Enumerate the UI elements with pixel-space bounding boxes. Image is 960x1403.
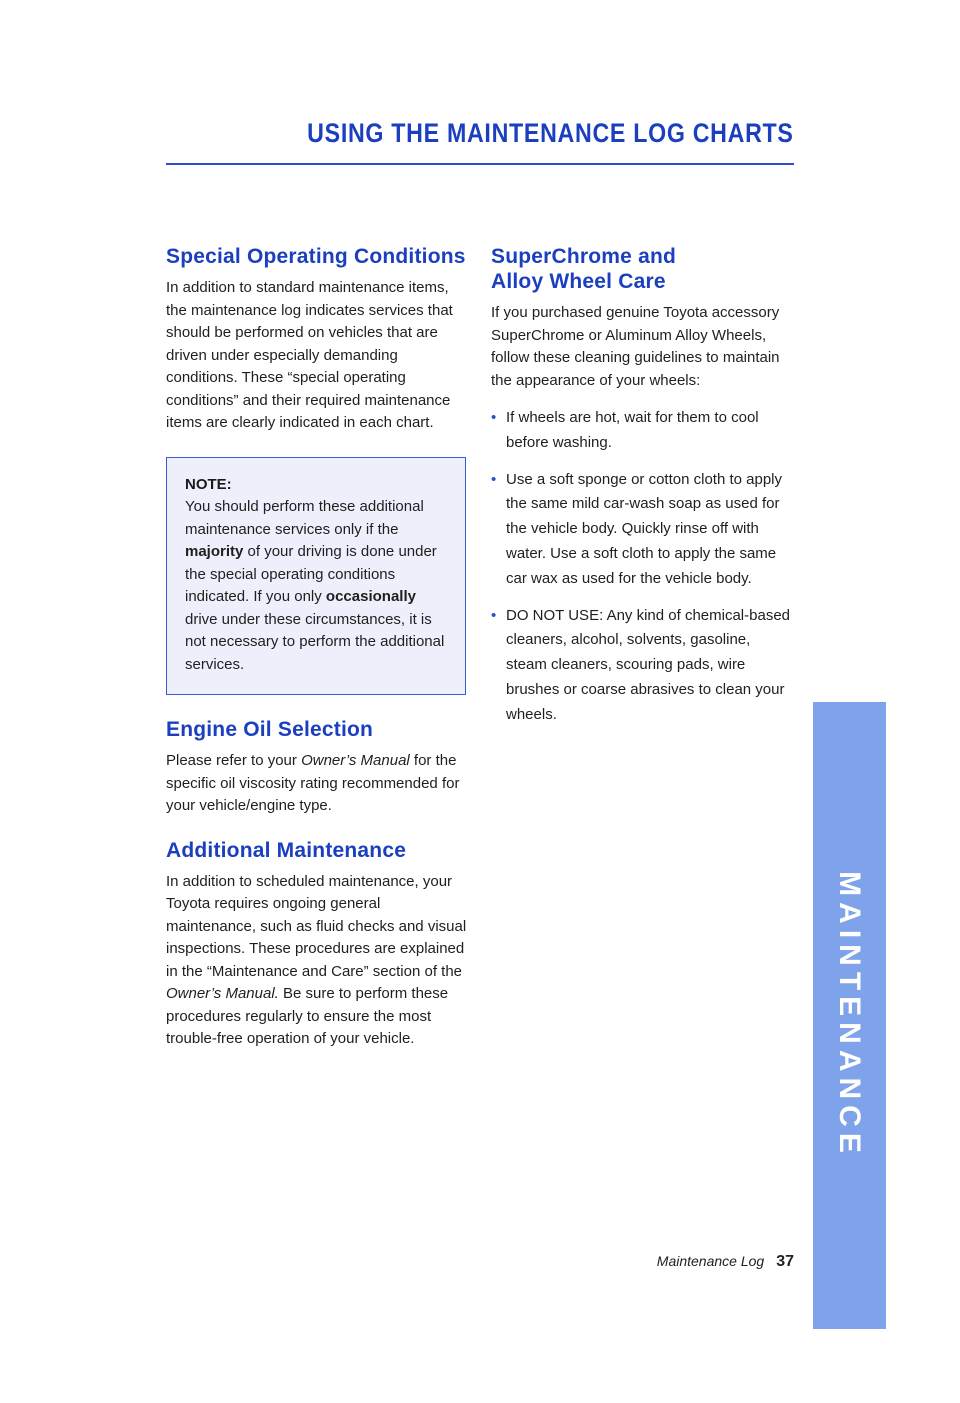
page-title: USING THE MAINTENANCE LOG CHARTS bbox=[307, 118, 794, 148]
list-item: • DO NOT USE: Any kind of chemical-based cleaners, alcohol, solvents, gasoline, steam cleaners, scouring pads, wire brushes or coarse abrasives to clean your wheels. bbox=[491, 604, 791, 728]
wheel-care-intro: If you purchased genuine Toyota accessory SuperChrome or Aluminum Alloy Wheels, follow these cleaning guidelines to maintain the appearance of your wheels: bbox=[491, 304, 780, 389]
engine-oil-heading: Engine Oil Selection bbox=[166, 718, 374, 741]
additional-maintenance-body: In addition to scheduled maintenance, your Toyota requires ongoing general maintenance, such as fluid checks and visual inspections. These procedures are explained in the “Maintenance and Care” section of the Owner’s Manual. Be sure to perform these procedures regularly to ensure the most trouble-free operation of your vehicle. bbox=[166, 872, 467, 1047]
special-conditions-heading: Special Operating Conditions bbox=[166, 245, 466, 268]
right-column bbox=[491, 244, 791, 740]
section-side-tab-label: MAINTENANCE bbox=[833, 871, 866, 1159]
note-box bbox=[166, 457, 466, 696]
note-emphasis-occasionally: occasionally bbox=[325, 588, 416, 605]
page-number: 37 bbox=[776, 1253, 794, 1270]
header-divider bbox=[166, 163, 794, 165]
wheel-care-heading: SuperChrome and Alloy Wheel Care bbox=[491, 245, 677, 293]
additional-maintenance-heading: Additional Maintenance bbox=[166, 838, 407, 862]
list-item: • If wheels are hot, wait for them to cool before washing. bbox=[491, 406, 791, 456]
note-label: NOTE: bbox=[185, 475, 232, 493]
footer-label: Maintenance Log bbox=[656, 1253, 765, 1269]
note-body: You should perform these additional maintenance services only if the majority of your driving is done under the special operating conditions indicated. If you only occasionally drive under these circumstances, it is not necessary to perform the additional services. bbox=[185, 498, 445, 673]
bullet-icon: • bbox=[491, 606, 497, 624]
wheel-care-list bbox=[491, 406, 791, 728]
note-emphasis-majority: majority bbox=[185, 543, 244, 560]
bullet-icon: • bbox=[491, 470, 497, 488]
left-column bbox=[166, 244, 468, 1051]
page-footer bbox=[657, 1253, 794, 1271]
bullet-icon: • bbox=[491, 409, 497, 426]
list-item: • Use a soft sponge or cotton cloth to apply the same mild car-wash soap as used for the vehicle body. Quickly rinse off with water. Use a soft cloth to apply the same car wax as used for the vehicle body. bbox=[491, 468, 791, 592]
special-conditions-body: In addition to standard maintenance items, the maintenance log indicates services that should be performed on vehicles that are driven under especially demanding conditions. These “special operating conditions” and their required maintenance items are clearly indicated in each chart. bbox=[166, 279, 453, 431]
engine-oil-body: Please refer to your Owner’s Manual for the specific oil viscosity rating recommended for your vehicle/engine type. bbox=[166, 752, 460, 814]
